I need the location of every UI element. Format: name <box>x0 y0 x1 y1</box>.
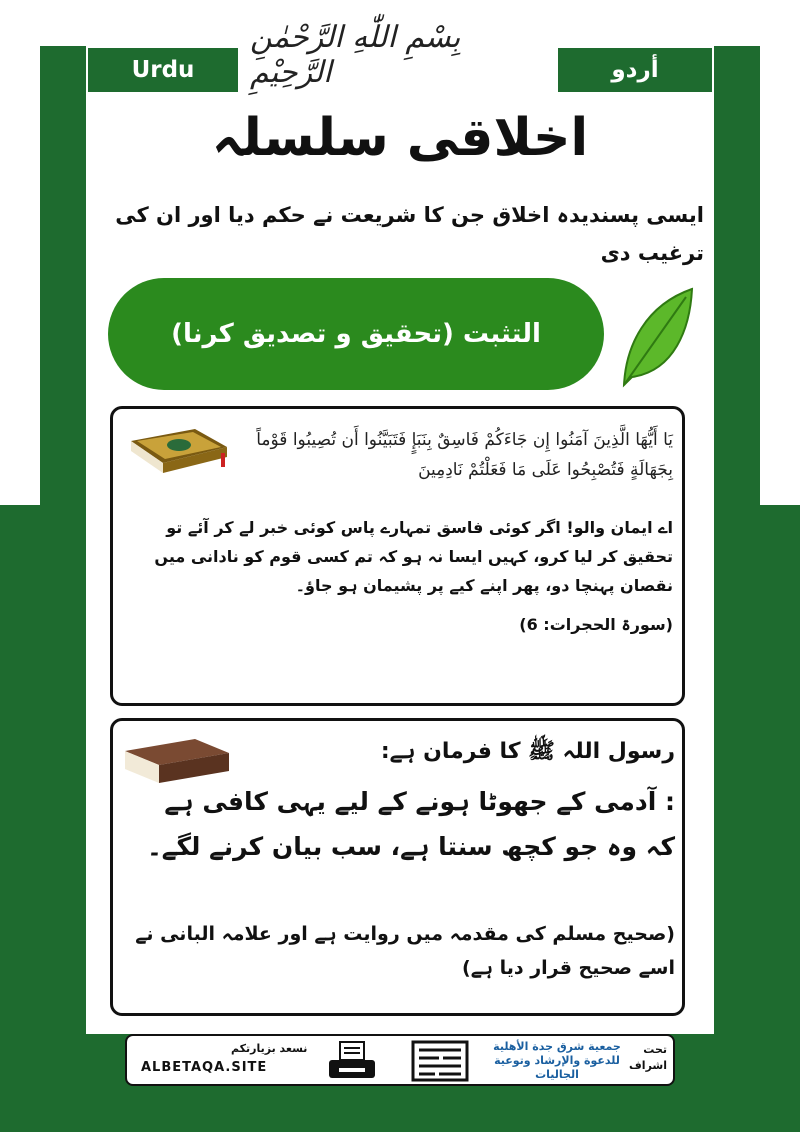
printer-icon[interactable] <box>327 1040 377 1082</box>
site-link[interactable]: ALBETAQA.SITE <box>141 1060 268 1075</box>
page-title: اخلاقی سلسلہ <box>211 108 589 168</box>
frame-right <box>714 46 760 1088</box>
page-subtitle: ایسی پسندیدہ اخلاق جن کا شریعت نے حکم دیا اور ان کی ترغیب دی <box>115 203 704 265</box>
language-tab-urdu[interactable]: أردو <box>556 46 714 94</box>
hadith-heading: رسول اللہ ﷺ کا فرمان ہے: <box>380 739 675 764</box>
language-tab-english[interactable]: Urdu <box>86 46 240 94</box>
hadith-card <box>110 718 685 1016</box>
topic-banner: التثبت (تحقیق و تصدیق کرنا) <box>108 278 604 390</box>
albetaqa-logo-icon <box>409 1038 471 1084</box>
hadith-source: (صحیح مسلم کی مقدمہ میں روایت ہے اور علامہ البانی نے اسے صحیح قرار دیا ہے) <box>135 923 675 979</box>
ayah-reference: (سورۃ الحجرات: 6) <box>519 615 673 634</box>
footer-bar <box>125 1034 675 1086</box>
leaf-icon <box>616 285 696 389</box>
quran-book-icon <box>125 423 231 479</box>
frame-left <box>40 46 86 1088</box>
hadith-text: : آدمی کے جھوٹا ہونے کے لیے یہی کافی ہے کہ وہ جو کچھ سنتا ہے، سب بیان کرنے لگے۔ <box>147 787 675 861</box>
ayah-translation: اے ایمان والو! اگر کوئی فاسق تمہارے پاس کوئی خبر لے کر آئے تو تحقیق کر لیا کرو، کہیں ایسا نہ ہو کہ تم کسی قوم کو نادانی میں نقصان پہنچا دو، پھر اپنے کیے پر پشیمان ہو جاؤ۔ <box>154 518 673 595</box>
quran-verse-card <box>110 406 685 706</box>
quran-ayah: يَا أَيُّهَا الَّذِينَ آمَنُوا إِن جَاءَكُمْ فَاسِقٌ بِنَبَإٍ فَتَبَيَّنُوا أَن تُصِيبُوا قَوْماً بِجَهَالَةٍ فَتُصْبِحُوا عَلَى مَا فَعَلْتُمْ نَادِمِينَ <box>256 430 673 480</box>
supervision-label: تحت اشراف <box>629 1043 667 1072</box>
basmala-calligraphy: بِسْمِ اللّٰهِ الرَّحْمٰنِ الرَّحِيْمِ <box>250 20 461 90</box>
organization-logo: جمعية شرق جدة الأهلية للدعوة والإرشاد وتوعية الجاليات <box>493 1040 621 1081</box>
visit-text: نسعد بزيارتكم <box>231 1042 308 1055</box>
